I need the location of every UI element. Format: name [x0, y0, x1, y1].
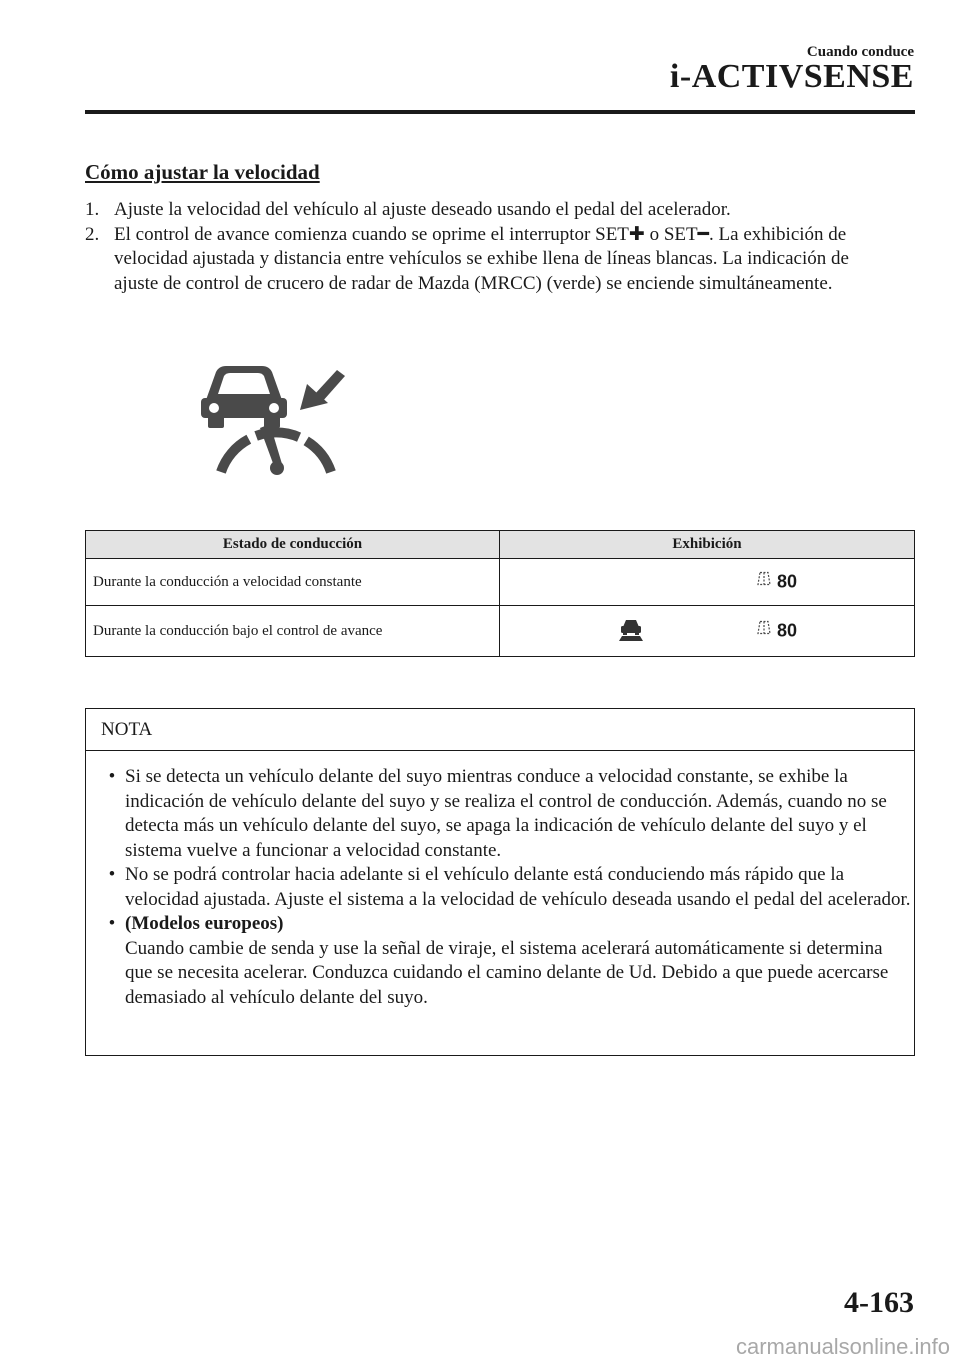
page-number: 4-163: [844, 1286, 914, 1319]
set-speed-value: 80: [777, 571, 798, 592]
header-title: i-ACTIVSENSE: [669, 58, 914, 95]
mrcc-set-indicator-icon: [196, 362, 346, 487]
step-item: [85, 198, 885, 223]
header-divider: [85, 110, 915, 114]
vehicle-ahead-icon: [618, 617, 644, 648]
note-item: [99, 863, 911, 912]
step-text: Ajuste la velocidad del vehículo al ajuste deseado usando el pedal del acelerador.: [114, 199, 731, 220]
note-box: [85, 708, 915, 1056]
note-item: [99, 912, 911, 1010]
table-row: [86, 606, 915, 657]
note-text: No se podrá controlar hacia adelante si el vehículo delante está conduciendo más rápido que la velocidad ajustada. Ajuste el sistema a la velocidad de vehículo deseada usando el pedal del acelerador.: [125, 864, 911, 910]
note-item: [99, 765, 911, 863]
note-text: Si se detecta un vehículo delante del suyo mientras conduce a velocidad constante, se exhibe la indicación de vehículo delante del suyo y se realiza el control de conducción. Además, cuando no se detecta más un vehículo delante del suyo, se apaga la indicación de vehículo delante del suyo y el sistema vuelve a funcionar a velocidad constante.: [125, 766, 887, 861]
watermark: carmanualsonline.info: [735, 1334, 950, 1359]
note-text: [125, 912, 911, 1010]
table-header-cell: Estado de conducción: [86, 531, 500, 559]
driving-state-cell: Durante la conducción a velocidad constante: [86, 559, 500, 606]
note-list: [86, 751, 914, 1010]
step-number: 1.: [85, 199, 100, 220]
set-speed-value: 80: [777, 620, 798, 641]
table-row: [86, 559, 915, 606]
display-cell: [500, 606, 915, 657]
steps-list: [85, 198, 885, 296]
display-cell: [500, 559, 915, 606]
note-title: NOTA: [86, 709, 914, 751]
note-bold-label: (Modelos europeos): [125, 913, 284, 934]
table-header-cell: Exhibición: [500, 531, 915, 559]
bullet-icon: •: [108, 864, 116, 885]
driving-state-cell: Durante la conducción bajo el control de avance: [86, 606, 500, 657]
note-body: Cuando cambie de senda y use la señal de viraje, el sistema acelerará automáticamente si determina que se necesita acelerar. Conduzca cuidando el camino delante de Ud. Debido a que puede acercarse demasiado al vehículo delante del suyo.: [125, 937, 889, 1008]
distance-bars-icon: [757, 572, 771, 593]
bullet-icon: •: [108, 766, 116, 787]
header-section-name: Cuando conduce: [806, 44, 914, 60]
bullet-icon: •: [108, 913, 116, 934]
display-status-table: [85, 530, 915, 657]
step-item: [85, 223, 885, 297]
distance-bars-icon: [757, 621, 771, 642]
step-number: 2.: [85, 223, 100, 245]
section-title: Cómo ajustar la velocidad: [85, 160, 320, 184]
table-header-row: [86, 531, 915, 559]
step-text: El control de avance comienza cuando se oprime el interruptor SET✚ o SET━. La exhibición de velocidad ajustada y distancia entre vehículos se exhibe llena de líneas blancas. La indicación de ajuste de control de crucero de radar de Mazda (MRCC) (verde) se enciende simultáneamente.: [114, 223, 849, 294]
